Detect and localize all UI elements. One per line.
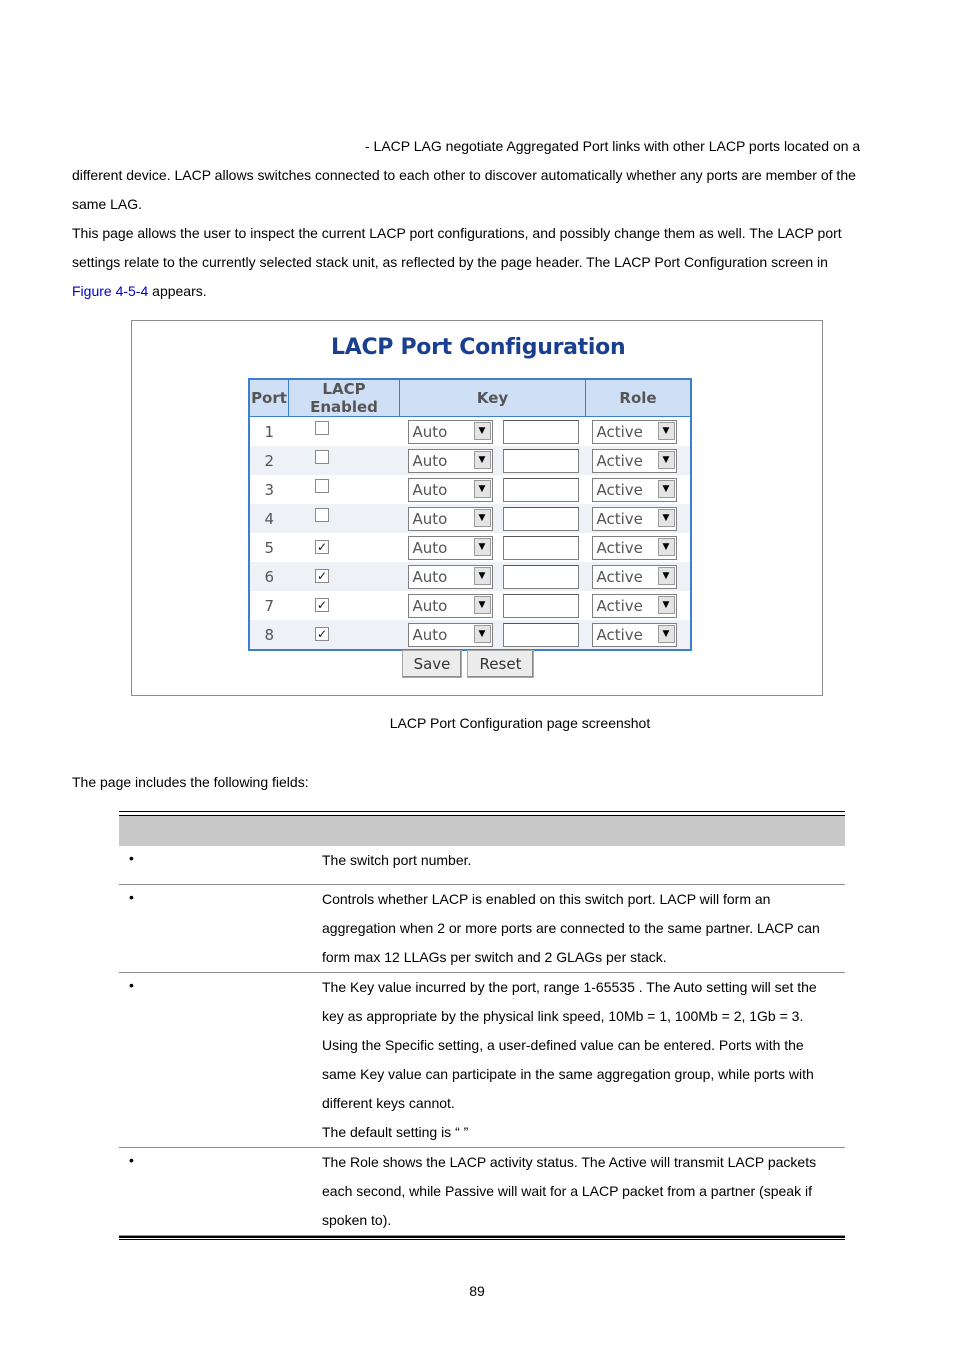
description-line: aggregation when 2 or more ports are connected to the same partner. LACP can <box>322 920 820 936</box>
port-number: 2 <box>249 446 289 475</box>
header-key: Key <box>400 379 586 417</box>
key-select[interactable]: Auto ▼ <box>408 449 493 473</box>
lacp-enabled-checkbox[interactable]: ✓ <box>316 539 328 554</box>
chevron-down-icon: ▼ <box>658 509 675 527</box>
field-description <box>322 885 842 972</box>
role-select[interactable]: Active ▼ <box>592 565 677 589</box>
chevron-down-icon: ▼ <box>474 567 491 585</box>
fields-table <box>119 811 845 1240</box>
port-number: 8 <box>249 620 289 650</box>
lacp-enabled-checkbox[interactable] <box>315 450 329 464</box>
bullet: • <box>129 889 134 905</box>
role-cell <box>586 591 692 620</box>
key-select[interactable]: Auto ▼ <box>408 536 493 560</box>
key-value-input[interactable] <box>503 478 579 502</box>
screenshot-figure <box>131 320 823 696</box>
key-select[interactable]: Auto ▼ <box>408 478 493 502</box>
description-line: Controls whether LACP is enabled on this switch port. LACP will form an <box>322 891 771 907</box>
description-line: The default setting is “ ” <box>322 1124 469 1140</box>
role-select[interactable]: Active ▼ <box>592 623 677 647</box>
chevron-down-icon: ▼ <box>658 480 675 498</box>
table-row <box>249 475 691 504</box>
role-select[interactable]: Active ▼ <box>592 449 677 473</box>
key-value-input[interactable] <box>503 623 579 647</box>
chevron-down-icon: ▼ <box>658 567 675 585</box>
role-cell <box>586 533 692 562</box>
chevron-down-icon: ▼ <box>474 509 491 527</box>
key-cell <box>400 591 586 620</box>
lacp-enabled-checkbox[interactable] <box>315 508 329 522</box>
key-cell <box>400 620 586 650</box>
header-role: Role <box>586 379 692 417</box>
desc-line-3 <box>72 277 884 306</box>
key-select[interactable]: Auto ▼ <box>408 507 493 531</box>
key-select[interactable]: Auto ▼ <box>408 623 493 647</box>
key-value-input[interactable] <box>503 565 579 589</box>
chevron-down-icon: ▼ <box>658 451 675 469</box>
key-cell <box>400 533 586 562</box>
chevron-down-icon: ▼ <box>658 538 675 556</box>
key-select[interactable]: Auto ▼ <box>408 420 493 444</box>
key-cell <box>400 504 586 533</box>
key-value-input[interactable] <box>503 420 579 444</box>
description-line: key as appropriate by the physical link speed, 10Mb = 1, 100Mb = 2, 1Gb = 3. <box>322 1008 804 1024</box>
field-row <box>119 846 845 885</box>
description-line: The Role shows the LACP activity status. The Active will transmit LACP packets <box>322 1154 817 1170</box>
table-row <box>249 620 691 650</box>
figure-caption: LACP Port Configuration page screenshot <box>389 715 651 731</box>
role-select[interactable]: Active ▼ <box>592 507 677 531</box>
description-line: The switch port number. <box>322 852 472 868</box>
lacp-enabled-cell <box>289 446 400 475</box>
lacp-enabled-cell <box>289 562 400 591</box>
chevron-down-icon: ▼ <box>658 422 675 440</box>
bullet: • <box>129 1152 134 1168</box>
table-row <box>249 504 691 533</box>
lacp-enabled-checkbox[interactable] <box>315 479 329 493</box>
lacp-enabled-checkbox[interactable] <box>315 421 329 435</box>
description-line: different keys cannot. <box>322 1095 455 1111</box>
lacp-enabled-cell <box>289 504 400 533</box>
role-cell <box>586 620 692 650</box>
page-number: 89 <box>469 1283 485 1299</box>
header-lacp-enabled: LACP Enabled <box>289 379 400 417</box>
key-cell <box>400 475 586 504</box>
figure-link[interactable]: Figure 4-5-4 <box>72 283 149 299</box>
table-row <box>249 591 691 620</box>
desc-line-2: settings relate to the currently selected stack unit, as reflected by the page header. The LACP Port Configuration screen in <box>72 254 828 270</box>
figure-title: LACP Port Configuration <box>331 335 626 360</box>
role-cell <box>586 562 692 591</box>
description-line: Using the Specific setting, a user-defined value can be entered. Ports with the <box>322 1037 804 1053</box>
fields-intro: The page includes the following fields: <box>72 774 309 790</box>
description-line: form max 12 LLAGs per switch and 2 GLAGs per stack. <box>322 949 667 965</box>
save-button[interactable]: Save <box>402 650 462 678</box>
role-select[interactable]: Active ▼ <box>592 420 677 444</box>
lacp-enabled-checkbox[interactable]: ✓ <box>316 568 328 583</box>
field-row <box>119 973 845 1148</box>
table-header <box>119 816 845 846</box>
description-line: The Key value incurred by the port, range 1-65535 . The Auto setting will set the <box>322 979 817 995</box>
table-bottom-rule <box>119 1236 845 1240</box>
key-value-input[interactable] <box>503 594 579 618</box>
port-number: 7 <box>249 591 289 620</box>
bullet: • <box>129 977 134 993</box>
key-cell <box>400 417 586 447</box>
port-number: 4 <box>249 504 289 533</box>
intro-line-1: - LACP LAG negotiate Aggregated Port links with other LACP ports located on a <box>365 138 861 154</box>
lacp-port-table <box>248 378 692 651</box>
role-cell <box>586 504 692 533</box>
role-select[interactable]: Active ▼ <box>592 478 677 502</box>
lacp-enabled-cell <box>289 417 400 447</box>
table-row <box>249 562 691 591</box>
lacp-enabled-cell <box>289 591 400 620</box>
field-row <box>119 1148 845 1236</box>
header-port: Port <box>249 379 289 417</box>
role-cell <box>586 417 692 447</box>
port-number: 3 <box>249 475 289 504</box>
key-cell <box>400 562 586 591</box>
description-line: same Key value can participate in the same aggregation group, while ports with <box>322 1066 814 1082</box>
chevron-down-icon: ▼ <box>474 596 491 614</box>
table-row <box>249 533 691 562</box>
role-select[interactable]: Active ▼ <box>592 536 677 560</box>
description-line: each second, while Passive will wait for a LACP packet from a partner (speak if <box>322 1183 812 1199</box>
desc-line-1: This page allows the user to inspect the current LACP port configurations, and possibly change them as well. The LACP port <box>72 225 842 241</box>
lacp-enabled-checkbox[interactable]: ✓ <box>316 626 328 641</box>
key-value-input[interactable] <box>503 449 579 473</box>
key-value-input[interactable] <box>503 507 579 531</box>
field-description <box>322 1148 842 1235</box>
desc-after-link: appears. <box>148 283 207 299</box>
role-cell <box>586 475 692 504</box>
key-select[interactable]: Auto ▼ <box>408 594 493 618</box>
lacp-enabled-cell <box>289 620 400 650</box>
key-value-input[interactable] <box>503 536 579 560</box>
chevron-down-icon: ▼ <box>474 480 491 498</box>
port-number: 1 <box>249 417 289 447</box>
chevron-down-icon: ▼ <box>658 625 675 643</box>
key-cell <box>400 446 586 475</box>
role-select[interactable]: Active ▼ <box>592 594 677 618</box>
description-line: spoken to). <box>322 1212 392 1228</box>
field-description <box>322 973 842 1147</box>
chevron-down-icon: ▼ <box>658 596 675 614</box>
key-select[interactable]: Auto ▼ <box>408 565 493 589</box>
port-number: 6 <box>249 562 289 591</box>
reset-button[interactable]: Reset <box>467 650 534 678</box>
table-row <box>249 446 691 475</box>
lacp-enabled-cell <box>289 475 400 504</box>
port-number: 5 <box>249 533 289 562</box>
role-cell <box>586 446 692 475</box>
intro-line-3: same LAG. <box>72 196 143 212</box>
field-row <box>119 885 845 973</box>
intro-line-2: different device. LACP allows switches connected to each other to discover automatically whether any ports are member of the <box>72 167 856 183</box>
chevron-down-icon: ▼ <box>474 625 491 643</box>
lacp-enabled-cell <box>289 533 400 562</box>
bullet: • <box>129 850 134 866</box>
chevron-down-icon: ▼ <box>474 451 491 469</box>
chevron-down-icon: ▼ <box>474 538 491 556</box>
field-description <box>322 846 842 875</box>
chevron-down-icon: ▼ <box>474 422 491 440</box>
table-row <box>249 417 691 447</box>
lacp-enabled-checkbox[interactable]: ✓ <box>316 597 328 612</box>
